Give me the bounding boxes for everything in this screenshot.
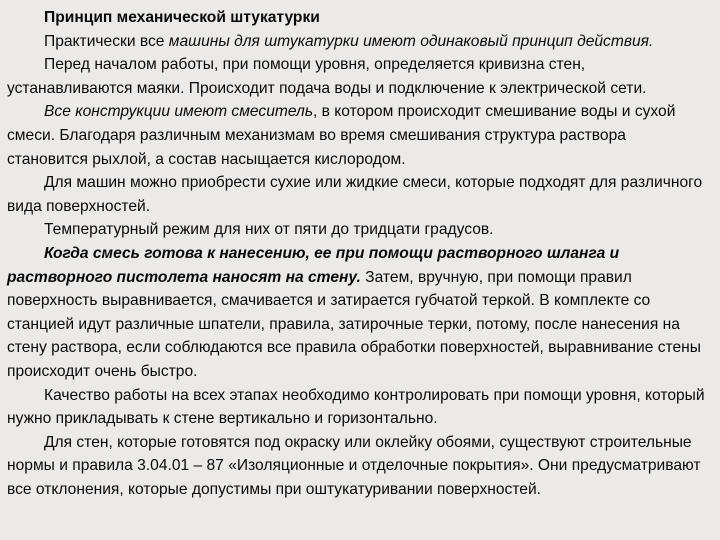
paragraph-text: Затем, вручную, при помощи правил поверхность выравнивается, смачивается и затирается губчатой теркой. В комплекте со станцией идут различные шпатели, правила, затирочные терки, потому, после нанесения на стену раствора, если соблюдаются все правила обработки поверхностей, выравнивание стены происходит очень быстро. — [7, 268, 701, 380]
paragraph-text: , в котором происходит смешивание воды и сухой смеси. Благодаря различным механизмам во время смешивания структура раствора становится рыхлой, а состав насыщается кислородом. — [7, 103, 676, 168]
paragraph-temperature: Температурный режим для них от пяти до тридцати градусов. — [44, 221, 494, 239]
bold-italic-emphasis: Когда смесь готова к нанесению, ее при помощи растворного шланга и растворного пистолета наносят на стену. — [7, 244, 620, 286]
paragraph-lead-text: Практически все — [44, 32, 169, 50]
paragraph-mixer — [7, 100, 710, 171]
paragraph-quality-control: Качество работы на всех этапах необходимо контролировать при помощи уровня, который нужно прикладывать к стене вертикально и горизонтально. — [7, 386, 705, 428]
paragraph-mixtures: Для машин можно приобрести сухие или жидкие смеси, которые подходят для различного вида поверхностей. — [7, 174, 703, 215]
paragraph-building-norms: Для стен, которые готовятся под окраску или оклейку обоями, существуют строительные нормы и правила 3.04.01 – 87 «Изоляционные и отделочные покрытия». Они предусматривают все отклонения, которые допустимы при оштукатуривании поверхностей. — [7, 433, 701, 498]
paragraph-preparation: Перед началом работы, при помощи уровня, определяется кривизна стен, устанавливаются маяки. Происходит подача воды и подключение к электрической сети. — [7, 56, 647, 97]
paragraph-operating-principle — [7, 30, 710, 54]
italic-emphasis: машины для штукатурки имеют одинаковый принцип действия. — [168, 32, 654, 50]
document-title: Принцип механической штукатурки — [44, 9, 320, 26]
paragraph-application — [7, 242, 710, 384]
document-body — [7, 6, 710, 501]
italic-emphasis: Все конструкции имеют смеситель — [44, 103, 314, 121]
